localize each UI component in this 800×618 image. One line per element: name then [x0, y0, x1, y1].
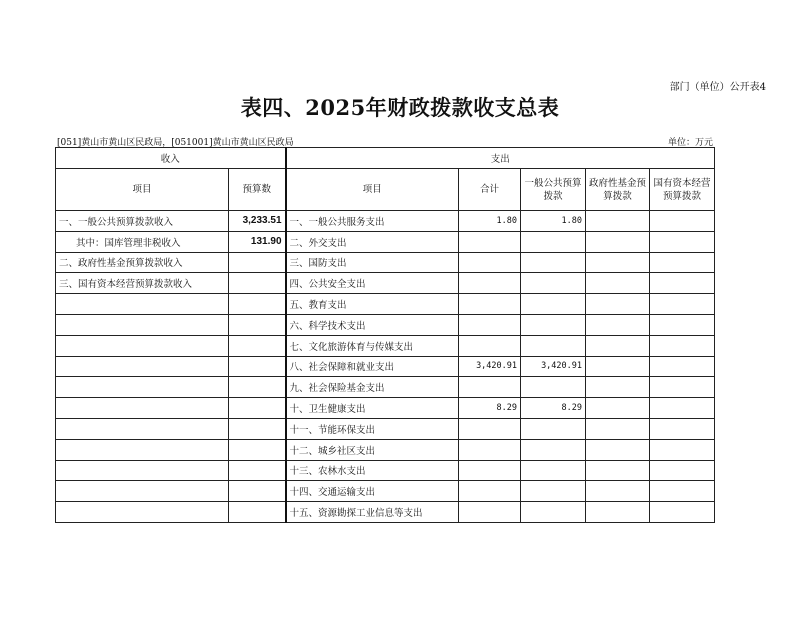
state-capital-cell [650, 294, 715, 315]
budget-summary-table [55, 147, 715, 523]
expense-item-cell: 十五、资源勘探工业信息等支出 [286, 502, 459, 523]
state-capital-cell [650, 356, 715, 377]
total-cell [459, 314, 521, 335]
general-budget-cell [521, 294, 586, 315]
total-cell [459, 231, 521, 252]
expense-item-cell: 四、公共安全支出 [286, 273, 459, 294]
organization-label: [051]黄山市黄山区民政局，[051001]黄山市黄山区民政局 [57, 138, 294, 148]
general-budget-cell [521, 439, 586, 460]
income-amount-cell: 131.90 [229, 231, 286, 252]
total-cell [459, 418, 521, 439]
general-budget-cell [521, 314, 586, 335]
expense-item-cell: 十三、农林水支出 [286, 460, 459, 481]
general-budget-cell: 8.29 [521, 398, 586, 419]
table-row [56, 335, 715, 356]
expense-item-cell: 十四、交通运输支出 [286, 481, 459, 502]
gov-fund-cell [586, 398, 650, 419]
table-row [56, 418, 715, 439]
income-item-cell [56, 314, 229, 335]
gov-fund-cell [586, 439, 650, 460]
state-capital-cell [650, 481, 715, 502]
income-item-cell: 一、一般公共预算拨款收入 [56, 211, 229, 232]
total-cell [459, 502, 521, 523]
expense-item-cell: 九、社会保险基金支出 [286, 377, 459, 398]
table-row [56, 398, 715, 419]
state-capital-header: 国有资本经营预算拨款 [650, 169, 715, 211]
total-cell: 8.29 [459, 398, 521, 419]
header-row-group [56, 148, 715, 169]
total-cell: 3,420.91 [459, 356, 521, 377]
income-amount-cell [229, 252, 286, 273]
general-budget-cell [521, 481, 586, 502]
gov-fund-cell [586, 481, 650, 502]
state-capital-cell [650, 460, 715, 481]
expense-item-cell: 十二、城乡社区支出 [286, 439, 459, 460]
state-capital-cell [650, 335, 715, 356]
table-row [56, 439, 715, 460]
expense-item-cell: 十一、节能环保支出 [286, 418, 459, 439]
gov-fund-cell [586, 377, 650, 398]
total-cell [459, 460, 521, 481]
total-cell: 1.80 [459, 211, 521, 232]
total-cell [459, 335, 521, 356]
income-amount-cell [229, 418, 286, 439]
expense-item-cell: 五、教育支出 [286, 294, 459, 315]
gov-fund-cell [586, 294, 650, 315]
income-item-cell [56, 418, 229, 439]
general-budget-cell: 1.80 [521, 211, 586, 232]
total-cell [459, 294, 521, 315]
table-row [56, 294, 715, 315]
income-item-cell [56, 377, 229, 398]
gov-fund-header: 政府性基金预算拨款 [586, 169, 650, 211]
income-item-cell [56, 294, 229, 315]
table-row [56, 481, 715, 502]
general-budget-cell [521, 252, 586, 273]
general-budget-cell [521, 418, 586, 439]
expense-item-cell: 二、外交支出 [286, 231, 459, 252]
income-amount-cell: 3,233.51 [229, 211, 286, 232]
table-row [56, 211, 715, 232]
income-amount-cell [229, 335, 286, 356]
income-item-cell [56, 460, 229, 481]
income-item-cell [56, 439, 229, 460]
gov-fund-cell [586, 335, 650, 356]
expense-item-cell: 八、社会保障和就业支出 [286, 356, 459, 377]
table-number-note: 部门（单位）公开表4 [669, 82, 766, 93]
gov-fund-cell [586, 356, 650, 377]
table-row [56, 460, 715, 481]
general-budget-cell [521, 273, 586, 294]
table-row [56, 502, 715, 523]
state-capital-cell [650, 502, 715, 523]
income-amount-cell [229, 481, 286, 502]
expense-item-header: 项目 [286, 169, 459, 211]
expense-item-cell: 十、卫生健康支出 [286, 398, 459, 419]
general-budget-header: 一般公共预算拨款 [521, 169, 586, 211]
header-row-columns [56, 169, 715, 211]
income-item-cell [56, 481, 229, 502]
general-budget-cell [521, 335, 586, 356]
total-cell [459, 252, 521, 273]
income-amount-cell [229, 460, 286, 481]
income-item-cell [56, 335, 229, 356]
table-row [56, 231, 715, 252]
state-capital-cell [650, 211, 715, 232]
gov-fund-cell [586, 231, 650, 252]
table-row [56, 273, 715, 294]
state-capital-cell [650, 377, 715, 398]
expense-item-cell: 七、文化旅游体育与传媒支出 [286, 335, 459, 356]
table-row [56, 252, 715, 273]
income-amount-cell [229, 273, 286, 294]
income-amount-cell [229, 356, 286, 377]
general-budget-cell [521, 460, 586, 481]
gov-fund-cell [586, 460, 650, 481]
gov-fund-cell [586, 418, 650, 439]
unit-label: 单位：万元 [667, 138, 713, 148]
state-capital-cell [650, 314, 715, 335]
general-budget-cell: 3,420.91 [521, 356, 586, 377]
gov-fund-cell [586, 314, 650, 335]
table-row [56, 377, 715, 398]
table-row [56, 314, 715, 335]
expense-item-cell: 一、一般公共服务支出 [286, 211, 459, 232]
general-budget-cell [521, 502, 586, 523]
income-item-cell [56, 398, 229, 419]
total-cell [459, 439, 521, 460]
gov-fund-cell [586, 211, 650, 232]
meta-line [57, 135, 713, 147]
gov-fund-cell [586, 252, 650, 273]
income-item-cell: 三、国有资本经营预算拨款收入 [56, 273, 229, 294]
state-capital-cell [650, 252, 715, 273]
state-capital-cell [650, 273, 715, 294]
gov-fund-cell [586, 502, 650, 523]
state-capital-cell [650, 418, 715, 439]
income-item-cell [56, 502, 229, 523]
general-budget-cell [521, 377, 586, 398]
state-capital-cell [650, 398, 715, 419]
expense-item-cell: 六、科学技术支出 [286, 314, 459, 335]
total-cell [459, 377, 521, 398]
state-capital-cell [650, 231, 715, 252]
total-cell [459, 273, 521, 294]
general-budget-cell [521, 231, 586, 252]
expense-header: 支出 [286, 148, 715, 169]
state-capital-cell [650, 439, 715, 460]
income-amount-cell [229, 314, 286, 335]
expense-item-cell: 三、国防支出 [286, 252, 459, 273]
page-title: 表四、2025年财政拨款收支总表 [240, 95, 560, 120]
gov-fund-cell [586, 273, 650, 294]
income-item-cell: 二、政府性基金预算拨款收入 [56, 252, 229, 273]
income-amount-cell [229, 377, 286, 398]
income-amount-cell [229, 439, 286, 460]
budget-header: 预算数 [229, 169, 286, 211]
table-row [56, 356, 715, 377]
income-amount-cell [229, 294, 286, 315]
income-item-cell [56, 356, 229, 377]
income-header: 收入 [56, 148, 286, 169]
income-amount-cell [229, 398, 286, 419]
total-header: 合计 [459, 169, 521, 211]
total-cell [459, 481, 521, 502]
income-amount-cell [229, 502, 286, 523]
income-item-header: 项目 [56, 169, 229, 211]
income-item-cell: 其中：国库管理非税收入 [56, 231, 229, 252]
